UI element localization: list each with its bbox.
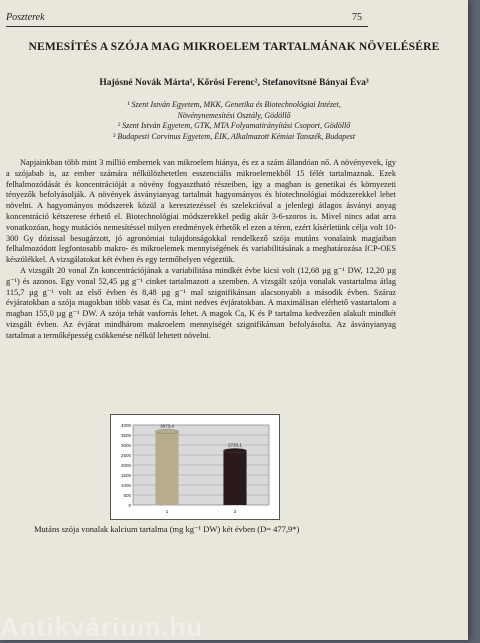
chart-canvas — [111, 415, 279, 519]
affiliation-line: ¹ Szent István Egyetem, MKK, Genetika és Biotechnológiai Intézet, — [127, 100, 341, 109]
watermark-logo: Antikvárium.hu — [0, 612, 204, 642]
x-tick-label: 1 — [165, 509, 169, 514]
y-tick-label: 1500 — [120, 473, 131, 478]
bar — [223, 451, 246, 505]
paragraph: A vizsgált 20 vonal Zn koncentrációjának a variabilitása mindkét évbe kicsi volt (12,68 µg g⁻¹ DW, 12,20 µg g⁻¹) és azonos. Egy vonal 52,45 µg g⁻¹ cinket tartalmazott a szemben. A vizsgált szója vonalak vastartalma átlag 115,7 µg g⁻¹ volt az első évben és 8,48 µg g⁻¹ mal szignifikánsan alacsonyabb a második évben. Száraz évjáratokban a szója magokban több vasat és Ca, mint nedves évjáratokban. A maximálisan elérhető vastartalom a magban 155,0 µg g⁻¹ DW. A szója tehát vasforrás lehet. A magok Ca, K és P tartalma kedvezően alakult mindkét vizsgált évben. Az évjárat mindhárom makroelem mennyiségét szignifikánsan befolyásolta. Az ásványianyag tartalmat a termőképesség csökkenése nélkül lehetett növelni. — [6, 265, 396, 340]
paper-authors: Hajósné Novák Márta¹, Kőrösi Ferenc², Stefanovitsné Bányai Éva³ — [99, 78, 369, 88]
affiliations — [40, 100, 428, 142]
x-tick-label: 2 — [233, 509, 237, 514]
affiliation-line: Növénynemesítési Osztály, Gödöllő — [177, 110, 291, 120]
y-tick-label: 2000 — [120, 463, 131, 468]
data-label: 3673,4 — [160, 423, 174, 429]
y-tick-label: 4000 — [120, 423, 131, 428]
page-number: 75 — [352, 12, 362, 23]
paragraph: Napjainkban több mint 3 millió embernek van mikroelem hiánya, és ez a szám állandóan nő. A növényevek, így a szójabab is, az ember számára nélkülözhetetlen esszenciális mikroelemekből 15 félét tartalmaznak. Ezek felhalmozódását és koncentrációját a növény fogyasztható részeiben, így a magban is genetikai és környezeti tényezők befolyásolják. A növények ásványianyag tartalmát hagyományos és biotechnológiai módszerekkel lehet növelni. A hagyományos módszerek közül a keresztezéssel és szelekcióval a jelenlegi átlagos ásványi anyag koncentráció kétszerese érhető el. Biotechnológiai módszerekkel pedig akár 3-6-szoros is. Mivel nincs adat arra vonatkozóan, hogy mutációs nemesítéssel milyen eredmények érhetők el ezen a téren, ezért kísérletünk célja volt 10-300 Gy dózissal besugárzott, jó agronómiai tulajdonságokkal rendelkező szója mutáns vonalaink magjaiban felhalmozódott legfontosabb makro- és mikroelemek mennyiségének és variabilitásának a meghatározása ICP-OES készülékkel. A vizsgálatokat két évben és egy termőhelyen végeztük. — [6, 158, 396, 265]
y-tick-label: 1000 — [120, 483, 131, 488]
affiliation-line: ³ Budapesti Corvinus Egyetem, ÉIK, Alkalmazott Kémiai Tanszék, Budapest — [112, 131, 356, 141]
y-tick-label: 0 — [128, 503, 131, 508]
running-head — [6, 12, 368, 27]
figure-caption: Mutáns szója vonalak kalcium tartalma (mg kg⁻¹ DW) két évben (D= 477,9*) — [34, 524, 300, 534]
affiliation-line: ² Szent István Egyetem, GTK, MTA Folyamatirányítási Csoport, Gödöllő — [117, 121, 351, 130]
paper-title: NEMESÍTÉS A SZÓJA MAG MIKROELEM TARTALMÁNAK NÖVELÉSÉRE — [28, 41, 440, 53]
y-tick-label: 3000 — [120, 443, 131, 448]
bar — [155, 432, 178, 505]
y-tick-label: 2500 — [120, 453, 131, 458]
bar-cap — [155, 429, 178, 433]
calcium-bar-chart — [110, 414, 280, 520]
y-tick-label: 500 — [123, 493, 131, 498]
data-label: 2720,1 — [228, 442, 242, 448]
section-label: Poszterek — [6, 12, 45, 23]
bar-cap — [223, 448, 246, 452]
y-tick-label: 3500 — [120, 433, 131, 438]
abstract-body — [6, 158, 396, 342]
